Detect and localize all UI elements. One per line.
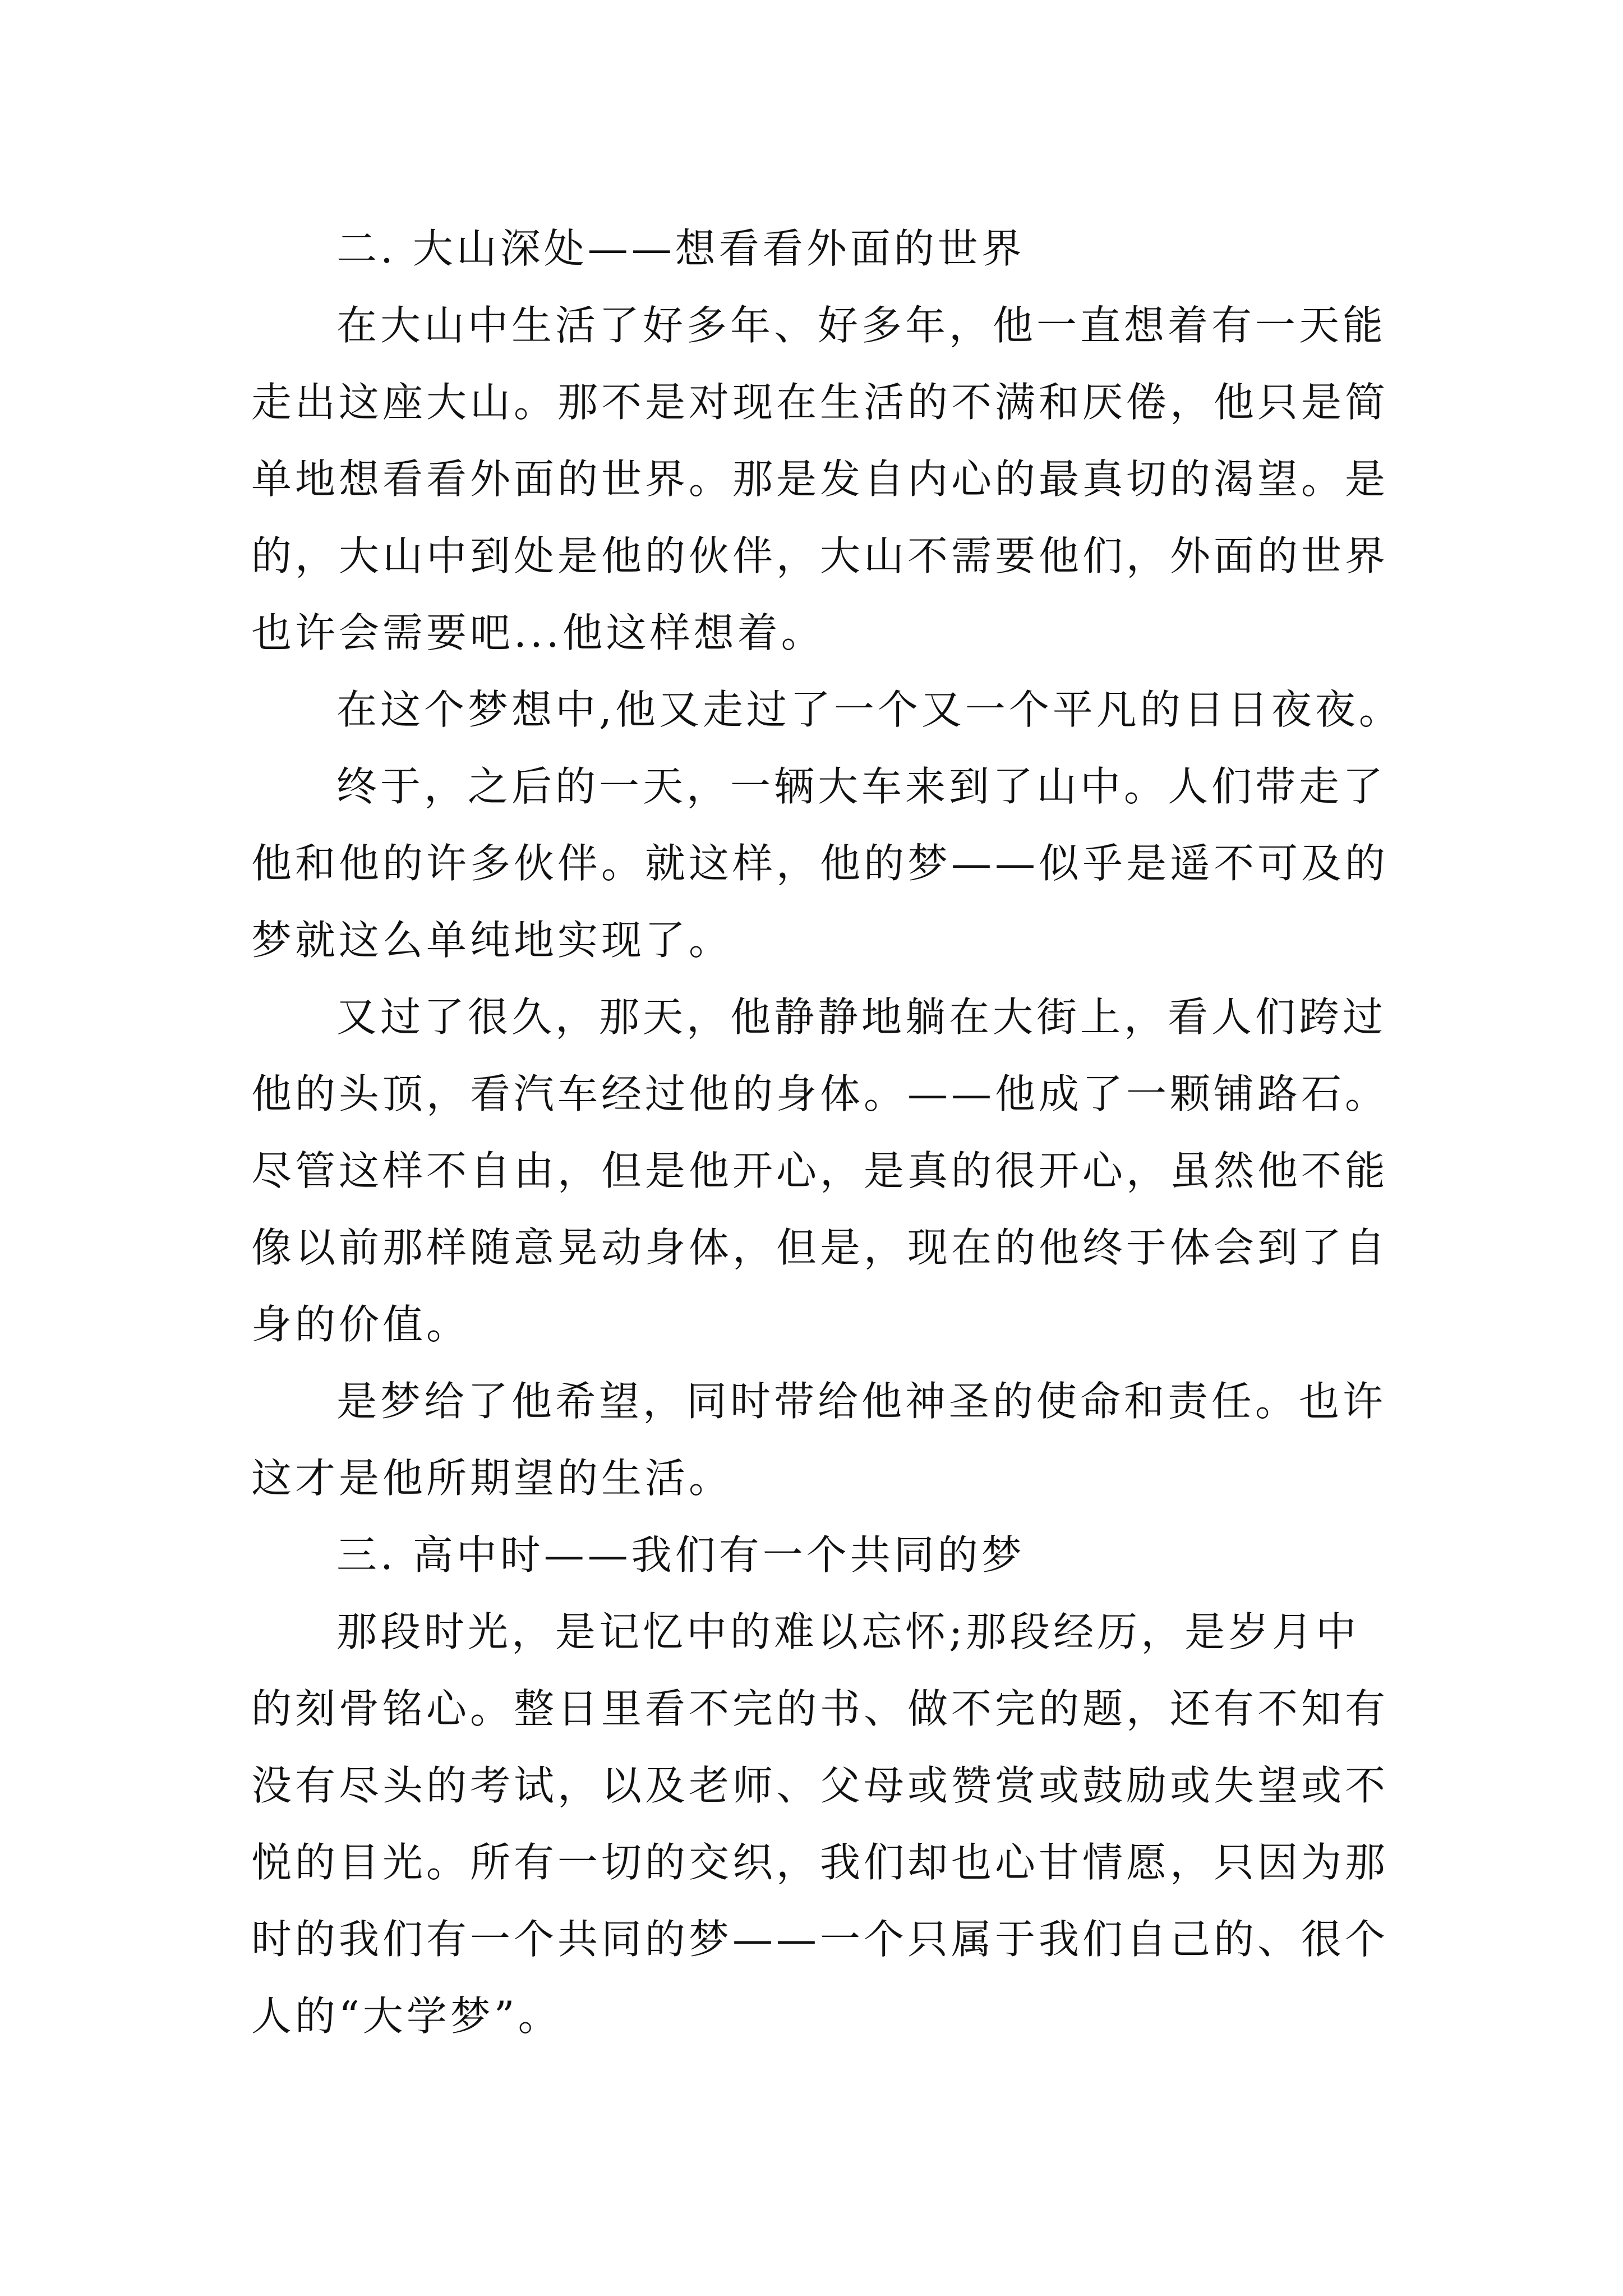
text-line: 那段时光，是记忆中的难以忘怀;那段经历，是岁月中 bbox=[336, 1608, 1360, 1655]
paragraph bbox=[251, 671, 1403, 748]
document-body bbox=[251, 210, 1403, 2055]
section-heading: 二. 大山深处——想看看外面的世界 bbox=[336, 225, 1025, 272]
text-line: 单地想看看外面的世界。那是发自内心的最真切的渴望。是 bbox=[251, 455, 1389, 503]
text-line: 他的头顶，看汽车经过他的身体。——他成了一颗铺路石。 bbox=[251, 1070, 1389, 1117]
text-line: 在大山中生活了好多年、好多年，他一直想着有一天能 bbox=[336, 302, 1387, 349]
section-heading: 三. 高中时——我们有一个共同的梦 bbox=[336, 1531, 1025, 1579]
text-line: 是梦给了他希望，同时带给他神圣的使命和责任。也许 bbox=[336, 1378, 1387, 1425]
text-line: 身的价值。 bbox=[251, 1301, 471, 1348]
text-line: 走出这座大山。那不是对现在生活的不满和厌倦，他只是简 bbox=[251, 379, 1389, 426]
text-line: 又过了很久，那天，他静静地躺在大街上，看人们跨过 bbox=[336, 993, 1387, 1041]
text-line: 没有尽头的考试，以及老师、父母或赞赏或鼓励或失望或不 bbox=[251, 1762, 1389, 1809]
text-line: 时的我们有一个共同的梦——一个只属于我们自己的、很个 bbox=[251, 1916, 1389, 1963]
text-line: 这才是他所期望的生活。 bbox=[251, 1455, 733, 1502]
paragraph bbox=[251, 1363, 1386, 1517]
text-line: 像以前那样随意晃动身体，但是，现在的他终于体会到了自 bbox=[251, 1224, 1389, 1271]
text-line: 梦就这么单纯地实现了。 bbox=[251, 917, 733, 964]
text-line: 的，大山中到处是他的伙伴，大山不需要他们，外面的世界 bbox=[251, 532, 1389, 579]
paragraph bbox=[251, 287, 1389, 671]
text-line: 尽管这样不自由，但是他开心，是真的很开心，虽然他不能 bbox=[251, 1147, 1389, 1194]
text-line: 的刻骨铭心。整日里看不完的书、做不完的题，还有不知有 bbox=[251, 1685, 1389, 1732]
text-line: 在这个梦想中,他又走过了一个又一个平凡的日日夜夜。 bbox=[336, 686, 1403, 733]
text-line: 终于，之后的一天，一辆大车来到了山中。人们带走了 bbox=[336, 763, 1387, 810]
text-line: 也许会需要吧...他这样想着。 bbox=[251, 609, 825, 656]
paragraph bbox=[251, 748, 1389, 979]
text-line: 他和他的许多伙伴。就这样，他的梦——似乎是遥不可及的 bbox=[251, 840, 1389, 887]
paragraph bbox=[251, 979, 1389, 1363]
text-line: 人的“大学梦”。 bbox=[251, 1993, 562, 2040]
paragraph bbox=[251, 1594, 1389, 2055]
text-line: 悦的目光。所有一切的交织，我们却也心甘情愿，只因为那 bbox=[251, 1839, 1389, 1886]
